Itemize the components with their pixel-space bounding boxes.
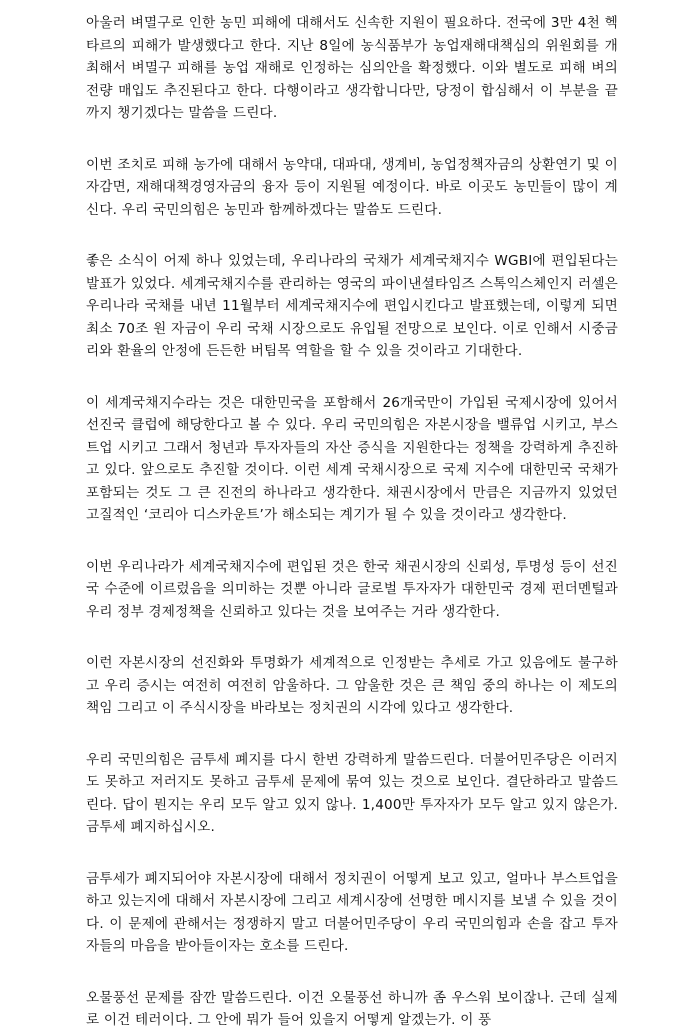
document-page — [86, 12, 618, 1032]
paragraph-stock-market-gloom: 이런 자본시장의 선진화와 투명화가 세계적으로 인정받는 추세로 가고 있음에도 불구하고 우리 증시는 여전히 여전히 암울하다. 그 암울한 것은 큰 책임 중의 하나는 이 제도의 책임 그리고 이 주식시장을 바라보는 정치권의 시각에 있다고 생각한다. — [86, 655, 618, 716]
paragraph-farmer-damage-support: 아울러 벼멸구로 인한 농민 피해에 대해서도 신속한 지원이 필요하다. 전국에 3만 4천 헥타르의 피해가 발생했다고 한다. 지난 8일에 농식품부가 농업재해대책심의 위원회를 개최해서 벼멸구 피해를 농업 재해로 인정하는 심의안을 확정했다. 이와 별도로 피해 벼의 전량 매입도 추진된다고 한다. 다행이라고 생각합니다만, 당정이 합심해서 이 부분을 끝까지 챙기겠다는 말씀을 드린다. — [86, 15, 618, 121]
paragraph-bond-market-trust: 이번 우리나라가 세계국채지수에 편입된 것은 한국 채권시장의 신뢰성, 투명성 등이 선진국 수준에 이르렀음을 의미하는 것뿐 아니라 글로벌 투자자가 대한민국 경제 펀더멘털과 우리 정부 경제정책을 신뢰하고 있다는 것을 보여주는 거라 생각한다. — [86, 558, 618, 620]
paragraph-wgbi-inclusion: 좋은 소식이 어제 하나 있었는데, 우리나라의 국채가 세계국채지수 WGBI에 편입된다는 발표가 있었다. 세계국채지수를 관리하는 영국의 파이낸셜타임즈 스톡익스체인지 러셀은 우리나라 국채를 내년 11월부터 세계국채지수에 편입시킨다고 발표했는데, 이렇게 되면 최소 70조 원 자금이 우리 국채 시장으로도 유입될 전망으로 보인다. 이로 인해서 시중금리와 환율의 안정에 든든한 버팀목 역할을 할 수 있을 것이라고 기대한다. — [86, 253, 618, 359]
paragraph-advanced-market-club: 이 세계국채지수라는 것은 대한민국을 포함해서 26개국만이 가입된 국제시장에 있어서 선진국 클럽에 해당한다고 볼 수 있다. 우리 국민의힘은 자본시장을 밸류업 시키고, 부스트업 시키고 그래서 청년과 투자자들의 자산 증식을 지원한다는 정책을 강력하게 추진하고 있다. 앞으로도 추진할 것이다. 이런 세계 국채시장으로 국제 지수에 대한민국 국채가 포함되는 것도 그 큰 진전의 하나라고 생각한다. 채권시장에서 만큼은 지금까지 있었던 고질적인 ‘코리아 디스카운트’가 해소되는 계기가 될 수 있을 것이라고 생각한다. — [86, 394, 618, 523]
paragraph-appeal-to-opposition: 금투세가 폐지되어야 자본시장에 대해서 정치권이 어떻게 보고 있고, 얼마나 부스트업을 하고 있는지에 대해서 자본시장에 그리고 세계시장에 선명한 메시지를 보낼 수 있을 것이다. 이 문제에 관해서는 정쟁하지 말고 더불어민주당이 우리 국민의힘과 손을 잡고 투자자들의 마음을 받아들이자는 호소를 드린다. — [86, 870, 618, 954]
paragraph-financial-investment-tax-abolition: 우리 국민의힘은 금투세 폐지를 다시 한번 강력하게 말씀드린다. 더불어민주당은 이러지도 못하고 저러지도 못하고 금투세 문제에 묶여 있는 것으로 보인다. 결단하라고 말씀드린다. 답이 뭔지는 우리 모두 알고 있지 않나. 1,400만 투자자가 모두 알고 있지 않은가. 금투세 폐지하십시오. — [86, 751, 618, 835]
paragraph-trash-balloons: 오물풍선 문제를 잠깐 말씀드린다. 이건 오물풍선 하니까 좀 우스워 보이잖나. 근데 실제로 이건 테러이다. 그 안에 뭐가 들어 있을지 어떻게 알겠는가. 이 풍 — [86, 989, 618, 1028]
paragraph-farm-relief-measures: 이번 조치로 피해 농가에 대해서 농약대, 대파대, 생계비, 농업정책자금의 상환연기 및 이자감면, 재해대책경영자금의 융자 등이 지원될 예정이다. 바로 이곳도 농민들이 많이 계신다. 우리 국민의힘은 농민과 함께하겠다는 말씀도 드린다. — [86, 156, 618, 218]
